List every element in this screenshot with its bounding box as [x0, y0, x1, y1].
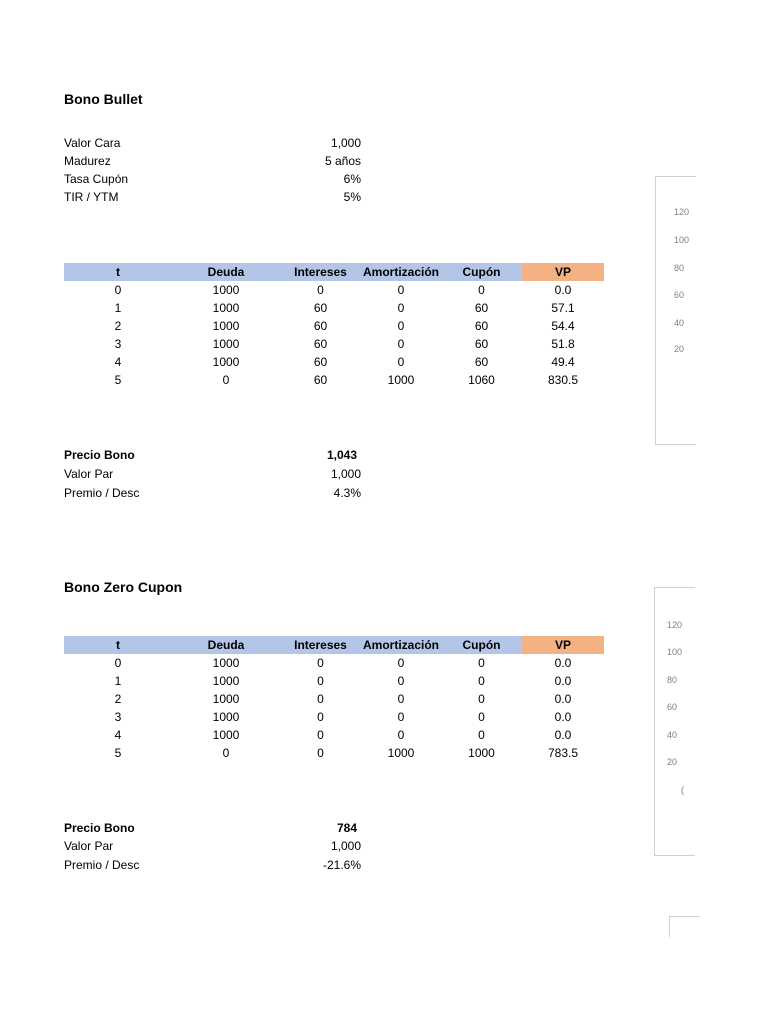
- cell: 830.5: [547, 373, 579, 387]
- cell: 0: [317, 692, 324, 706]
- col-header-amortization: Amortización: [362, 265, 439, 279]
- cell: 60: [474, 301, 489, 315]
- cell: 0: [478, 674, 485, 688]
- col-header-debt: Deuda: [207, 265, 245, 279]
- cell: 60: [474, 337, 489, 351]
- summary-value-bond-price: 784: [336, 821, 357, 835]
- table-header-row: [64, 263, 604, 281]
- cell: 0: [397, 710, 405, 724]
- table-header-row: [64, 636, 604, 654]
- table-row: [64, 690, 604, 708]
- cell: 0: [317, 656, 324, 670]
- axis-tick: (: [681, 785, 684, 795]
- table-row: [64, 335, 604, 353]
- cell: 0: [397, 692, 405, 706]
- zero-cashflow-table: [64, 636, 604, 762]
- table-row: [64, 744, 604, 762]
- cell: 1: [114, 674, 122, 688]
- cell: 5: [114, 746, 122, 760]
- cell: 0: [317, 746, 324, 760]
- cell: 1000: [468, 746, 495, 760]
- cell: 0.0: [554, 692, 572, 706]
- col-header-amortization: Amortización: [362, 638, 439, 652]
- cell: 1000: [212, 355, 240, 369]
- zero-chart-frame: [654, 587, 695, 856]
- table-row: [64, 281, 604, 299]
- summary-label-par-value: Valor Par: [64, 467, 114, 481]
- cell: 1: [114, 301, 122, 315]
- cell: 0: [397, 301, 405, 315]
- axis-tick: 80: [667, 675, 678, 685]
- cell: 1000: [212, 656, 240, 670]
- bullet-chart-frame: [655, 176, 696, 445]
- cell: 3: [114, 337, 122, 351]
- cell: 57.1: [551, 301, 575, 315]
- summary-value-premium-discount: -21.6%: [322, 858, 361, 872]
- bullet-title: Bono Bullet: [64, 91, 143, 107]
- param-value-maturity: 5 años: [324, 154, 361, 168]
- cell: 1000: [212, 319, 240, 333]
- cell: 60: [313, 319, 328, 333]
- table-row: [64, 317, 604, 335]
- cell: 4: [114, 355, 122, 369]
- axis-tick: 60: [667, 702, 678, 712]
- col-header-coupon: Cupón: [462, 638, 501, 652]
- param-label-coupon-rate: Tasa Cupón: [64, 172, 129, 186]
- cell: 3: [114, 710, 122, 724]
- summary-label-par-value: Valor Par: [64, 839, 114, 853]
- col-header-coupon: Cupón: [462, 265, 501, 279]
- axis-tick: 20: [667, 757, 678, 767]
- table-row: [64, 726, 604, 744]
- cell: 0: [397, 355, 405, 369]
- axis-tick: 100: [667, 647, 683, 657]
- summary-value-bond-price: 1,043: [326, 448, 357, 462]
- col-header-debt: Deuda: [207, 638, 245, 652]
- cell: 60: [313, 373, 328, 387]
- cell: 0: [478, 692, 485, 706]
- cell: 0.0: [554, 674, 572, 688]
- cell: 0.0: [554, 283, 572, 297]
- col-header-t: t: [116, 638, 120, 652]
- param-value-ytm: 5%: [343, 190, 361, 204]
- cell: 0: [317, 283, 324, 297]
- cell: 0: [317, 728, 324, 742]
- table-row: [64, 672, 604, 690]
- table-row: [64, 708, 604, 726]
- cell: 1000: [387, 746, 415, 760]
- col-header-t: t: [116, 265, 120, 279]
- cell: 1000: [212, 692, 240, 706]
- cell: 51.8: [551, 337, 575, 351]
- table-row: [64, 371, 604, 389]
- axis-tick: 20: [674, 344, 685, 354]
- axis-tick: 100: [674, 235, 690, 245]
- cell: 60: [474, 319, 489, 333]
- third-chart-frame: [669, 916, 700, 937]
- cell: 60: [474, 355, 489, 369]
- param-value-face-value: 1,000: [330, 136, 361, 150]
- cell: 54.4: [551, 319, 575, 333]
- cell: 0: [397, 283, 405, 297]
- cell: 4: [114, 728, 122, 742]
- param-value-coupon-rate: 6%: [343, 172, 361, 186]
- summary-label-bond-price: Precio Bono: [64, 448, 135, 462]
- cell: 0: [317, 674, 324, 688]
- table-row: [64, 654, 604, 672]
- cell: 60: [313, 337, 328, 351]
- cell: 49.4: [551, 355, 575, 369]
- cell: 0: [478, 710, 485, 724]
- summary-value-premium-discount: 4.3%: [333, 486, 361, 500]
- cell: 0: [397, 319, 405, 333]
- cell: 0: [222, 746, 230, 760]
- cell: 0: [397, 656, 405, 670]
- summary-label-premium-discount: Premio / Desc: [64, 486, 140, 500]
- param-label-face-value: Valor Cara: [64, 136, 121, 150]
- cell: 0: [397, 674, 405, 688]
- cell: 60: [313, 355, 328, 369]
- cell: 0.0: [554, 710, 572, 724]
- cell: 0: [317, 710, 324, 724]
- cell: 5: [114, 373, 122, 387]
- cell: 1000: [212, 337, 240, 351]
- cell: 1000: [212, 728, 240, 742]
- col-header-interest: Intereses: [294, 265, 347, 279]
- col-header-pv: VP: [522, 636, 604, 654]
- cell: 783.5: [547, 746, 579, 760]
- cell: 0: [478, 283, 485, 297]
- axis-tick: 120: [667, 620, 683, 630]
- cell: 1000: [212, 710, 240, 724]
- summary-value-par-value: 1,000: [330, 839, 361, 853]
- cell: 1000: [212, 301, 240, 315]
- col-header-interest: Intereses: [294, 638, 347, 652]
- cell: 60: [313, 301, 328, 315]
- cell: 0: [397, 728, 405, 742]
- cell: 2: [114, 692, 122, 706]
- axis-tick: 80: [674, 263, 685, 273]
- cell: 2: [114, 319, 122, 333]
- axis-tick: 120: [674, 207, 690, 217]
- summary-value-par-value: 1,000: [330, 467, 361, 481]
- param-label-ytm: TIR / YTM: [64, 190, 119, 204]
- cell: 1000: [212, 283, 240, 297]
- cell: 1000: [212, 674, 240, 688]
- cell: 0.0: [554, 728, 572, 742]
- cell: 0: [478, 728, 485, 742]
- summary-label-bond-price: Precio Bono: [64, 821, 135, 835]
- axis-tick: 60: [674, 290, 685, 300]
- cell: 0: [397, 337, 405, 351]
- param-label-maturity: Madurez: [64, 154, 111, 168]
- cell: 0: [114, 656, 122, 670]
- cell: 1000: [387, 373, 415, 387]
- axis-tick: 40: [674, 318, 685, 328]
- bullet-cashflow-table: [64, 263, 604, 389]
- summary-label-premium-discount: Premio / Desc: [64, 858, 140, 872]
- zero-title: Bono Zero Cupon: [64, 579, 183, 595]
- cell: 0: [478, 656, 485, 670]
- cell: 0: [222, 373, 230, 387]
- table-row: [64, 299, 604, 317]
- cell: 0.0: [554, 656, 572, 670]
- cell: 0: [114, 283, 122, 297]
- col-header-pv: VP: [522, 263, 604, 281]
- cell: 1060: [468, 373, 495, 387]
- axis-tick: 40: [667, 730, 678, 740]
- table-row: [64, 353, 604, 371]
